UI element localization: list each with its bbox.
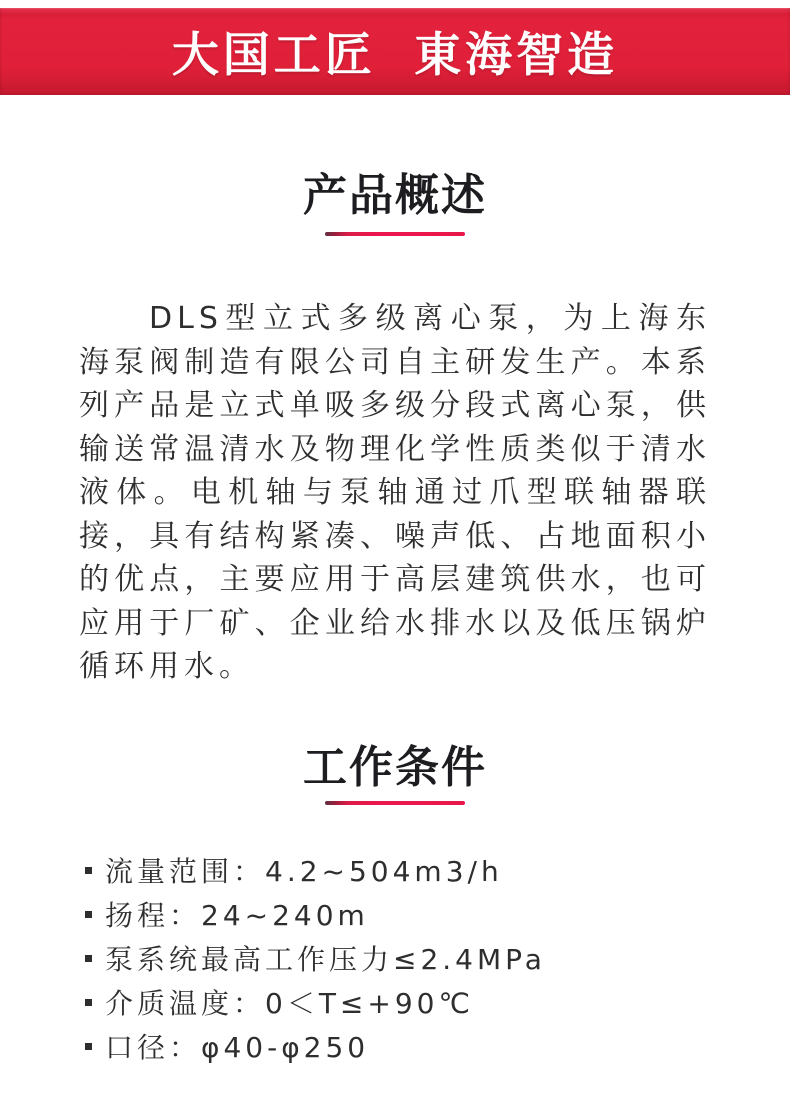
overview-title-underline [325, 232, 465, 236]
square-dot-icon [85, 999, 92, 1006]
condition-text: 流量范围：4.2~504m3/h [105, 854, 503, 888]
condition-item-diameter [85, 1024, 790, 1068]
overview-section-title: 产品概述 [303, 170, 487, 221]
condition-item-max-pressure [85, 936, 790, 980]
condition-text: 扬程：24~240m [105, 898, 369, 932]
conditions-title-underline [325, 801, 465, 805]
square-dot-icon [85, 911, 92, 918]
brand-banner [0, 8, 790, 95]
condition-text: 泵系统最高工作压力≤2.4MPa [105, 942, 546, 976]
section-working-conditions [0, 741, 790, 1068]
condition-item-medium-temperature [85, 980, 790, 1024]
conditions-list [85, 848, 790, 1068]
square-dot-icon [85, 1043, 92, 1050]
square-dot-icon [85, 867, 92, 874]
overview-paragraph: DLS型立式多级离心泵，为上海东海泵阀制造有限公司自主研发生产。本系列产品是立式单吸多级分段式离心泵，供输送常温清水及物理化学性质类似于清水液体。电机轴与泵轴通过爪型联轴器联接，具有结构紧凑、噪声低、占地面积小的优点，主要应用于高层建筑供水，也可应用于厂矿、企业给水排水以及低压锅炉循环用水。 [79, 301, 711, 684]
banner-title: 大国工匠 東海智造 [171, 28, 619, 83]
condition-item-flow-range [85, 848, 790, 892]
condition-text: 口径：φ40-φ250 [105, 1030, 370, 1064]
condition-text: 介质温度：0＜T≤+90℃ [105, 986, 474, 1020]
condition-item-head [85, 892, 790, 936]
square-dot-icon [85, 955, 92, 962]
conditions-section-title: 工作条件 [303, 741, 487, 793]
